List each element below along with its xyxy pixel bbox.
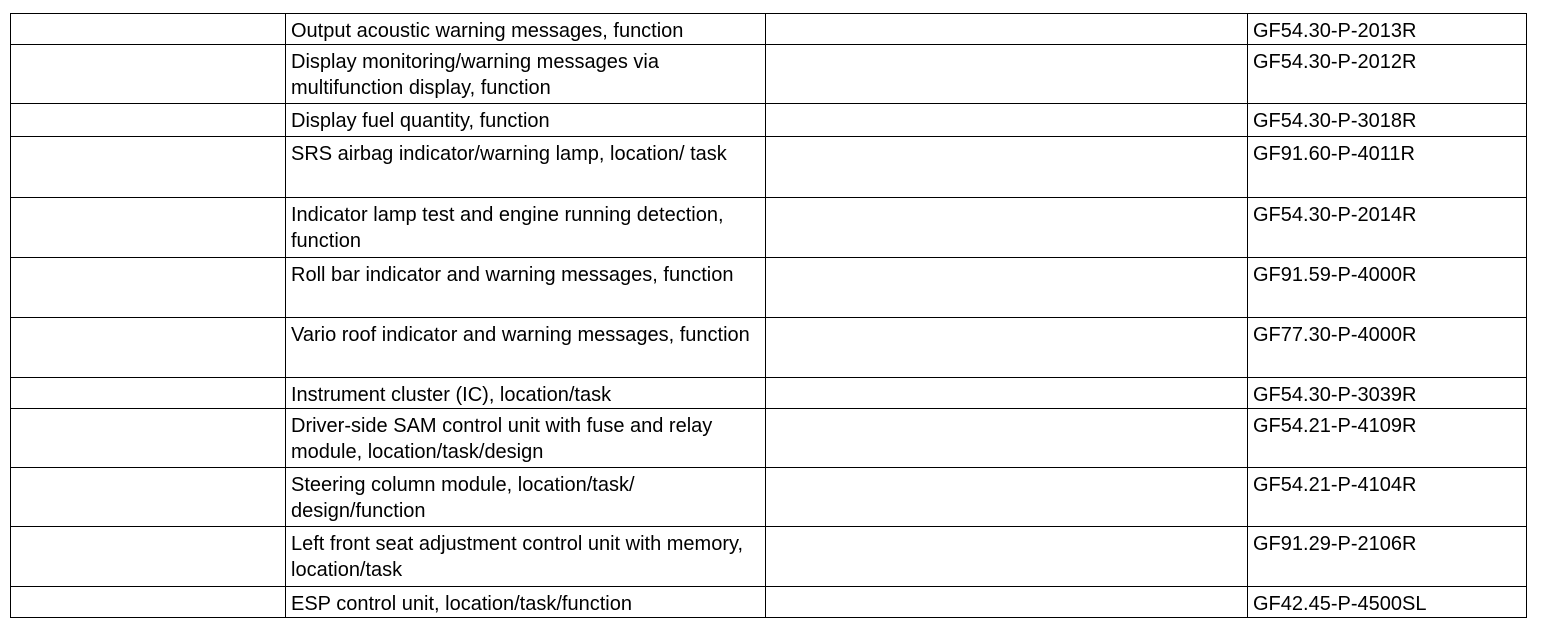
empty-cell (766, 318, 1248, 378)
document-code-cell: GF91.59-P-4000R (1248, 258, 1527, 318)
document-code-cell: GF54.21-P-4109R (1248, 409, 1527, 468)
empty-cell (11, 198, 286, 258)
table-row (11, 378, 1527, 409)
empty-cell (766, 137, 1248, 198)
empty-cell (766, 527, 1248, 587)
empty-cell (766, 104, 1248, 137)
empty-cell (11, 587, 286, 618)
document-code-cell: GF91.60-P-4011R (1248, 137, 1527, 198)
table-row (11, 318, 1527, 378)
empty-cell (11, 378, 286, 409)
document-code-cell: GF54.30-P-2014R (1248, 198, 1527, 258)
table-row (11, 104, 1527, 137)
document-code-cell: GF91.29-P-2106R (1248, 527, 1527, 587)
empty-cell (11, 468, 286, 527)
empty-cell (766, 409, 1248, 468)
empty-cell (766, 468, 1248, 527)
document-code-cell: GF54.30-P-3018R (1248, 104, 1527, 137)
document-title-cell: SRS airbag indicator/warning lamp, location/ task (286, 137, 766, 198)
empty-cell (766, 378, 1248, 409)
document-title-cell: Instrument cluster (IC), location/task (286, 378, 766, 409)
document-title-cell: Roll bar indicator and warning messages, function (286, 258, 766, 318)
document-title-cell: Output acoustic warning messages, function (286, 14, 766, 45)
document-title-cell: Display fuel quantity, function (286, 104, 766, 137)
empty-cell (11, 258, 286, 318)
empty-cell (766, 45, 1248, 104)
document-code-cell: GF54.21-P-4104R (1248, 468, 1527, 527)
empty-cell (766, 14, 1248, 45)
empty-cell (11, 14, 286, 45)
document-code-cell: GF54.30-P-3039R (1248, 378, 1527, 409)
document-title-cell: Display monitoring/warning messages via multifunction display, function (286, 45, 766, 104)
document-code-cell: GF54.30-P-2012R (1248, 45, 1527, 104)
empty-cell (11, 318, 286, 378)
table-row (11, 14, 1527, 45)
empty-cell (766, 198, 1248, 258)
document-title-cell: Left front seat adjustment control unit with memory, location/task (286, 527, 766, 587)
document-title-cell: Driver-side SAM control unit with fuse and relay module, location/task/design (286, 409, 766, 468)
document-code-cell: GF77.30-P-4000R (1248, 318, 1527, 378)
table-row (11, 409, 1527, 468)
empty-cell (11, 137, 286, 198)
document-code-cell: GF54.30-P-2013R (1248, 14, 1527, 45)
document-title-cell: ESP control unit, location/task/function (286, 587, 766, 618)
table-row (11, 258, 1527, 318)
table-row (11, 587, 1527, 618)
empty-cell (11, 45, 286, 104)
table-row (11, 527, 1527, 587)
empty-cell (766, 258, 1248, 318)
table-row (11, 198, 1527, 258)
table-row (11, 468, 1527, 527)
table-row (11, 45, 1527, 104)
reference-table (10, 13, 1527, 618)
document-title-cell: Indicator lamp test and engine running detection, function (286, 198, 766, 258)
table-row (11, 137, 1527, 198)
empty-cell (11, 527, 286, 587)
document-title-cell: Vario roof indicator and warning messages, function (286, 318, 766, 378)
empty-cell (11, 409, 286, 468)
empty-cell (766, 587, 1248, 618)
document-code-cell: GF42.45-P-4500SL (1248, 587, 1527, 618)
empty-cell (11, 104, 286, 137)
document-title-cell: Steering column module, location/task/ design/function (286, 468, 766, 527)
